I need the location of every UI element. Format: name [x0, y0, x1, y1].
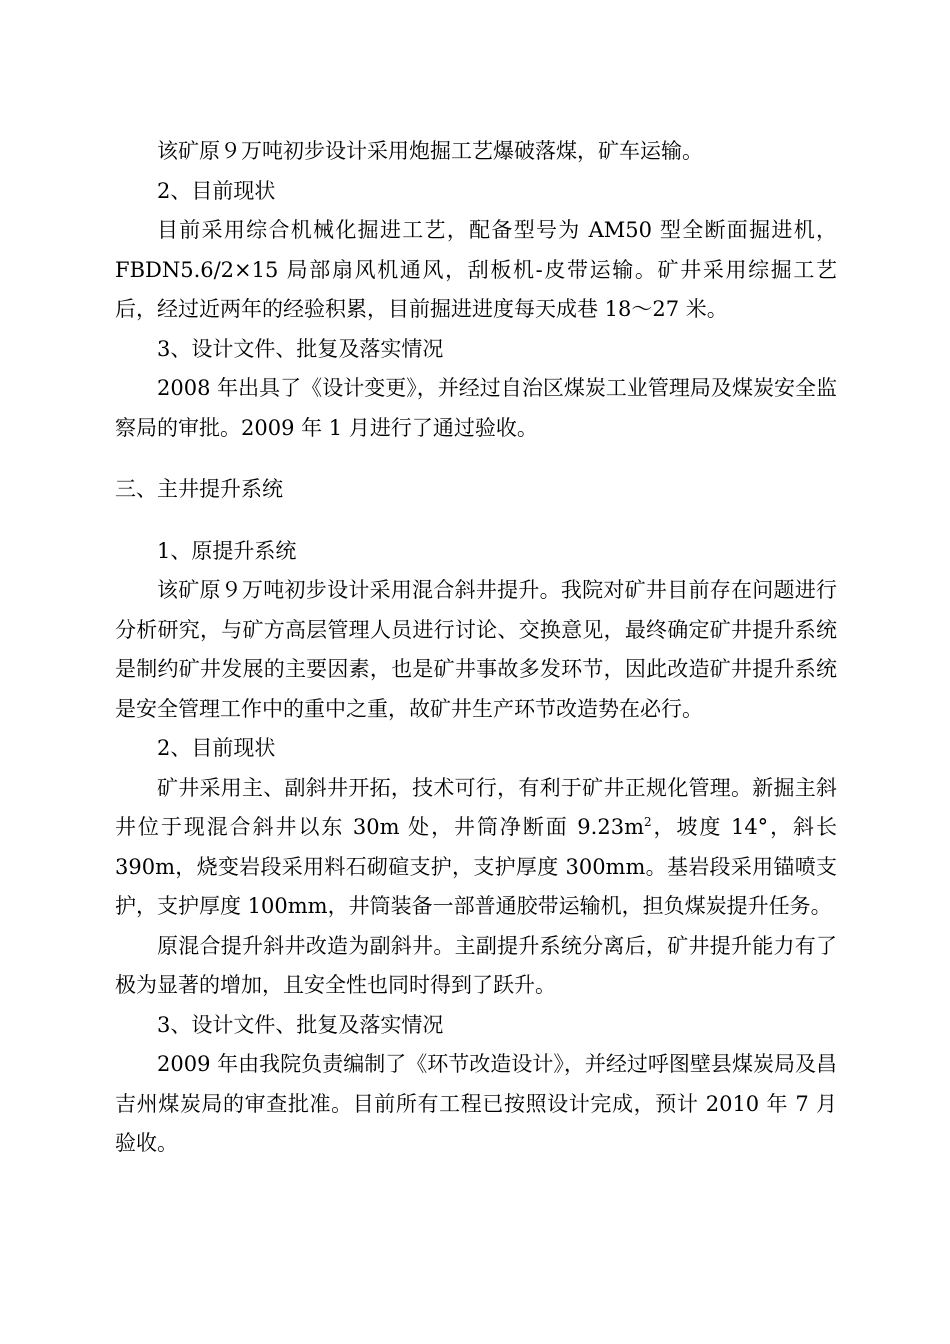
- paragraph-original-excavation: 该矿原９万吨初步设计采用炮掘工艺爆破落煤，矿车运输。: [157, 139, 703, 163]
- heading-hoisting-current-status: 2、目前现状: [157, 736, 276, 760]
- paragraph-hoisting-design-documents: 2009 年由我院负责编制了《环节改造设计》，并经过呼图壁县煤炭局及昌吉州煤炭局的审查批准。目前所有工程已按照设计完成，预计 2010 年 7 月验收。: [115, 1052, 837, 1155]
- status-text-part-a: 矿井采用主、副斜井开拓，技术可行，有利于矿井正规化管理。新掘主斜井位于现混合斜井以东 30m 处，井筒净断面 9.23m: [115, 775, 837, 839]
- heading-design-documents: 3、设计文件、批复及落实情况: [157, 336, 444, 361]
- paragraph-original-hoisting: 该矿原９万吨初步设计采用混合斜井提升。我院对矿井目前存在问题进行分析研究，与矿方高层管理人员进行讨论、交换意见，最终确定矿井提升系统是制约矿井发展的主要因素，也是矿井事故多发环节，因此改造矿井提升系统是安全管理工作中的重中之重，故矿井生产环节改造势在必行。: [115, 578, 837, 721]
- paragraph-design-documents: 2008 年出具了《设计变更》，并经过自治区煤炭工业管理局及煤炭安全监察局的审批。2009 年 1 月进行了通过验收。: [115, 376, 837, 440]
- status-text-part-b: ，坡度 14°，斜长 390m，烧变岩段采用料石砌碹支护，支护厚度 300mm。基岩段采用锚喷支护，支护厚度 100mm，井筒装备一部普通胶带运输机，担负煤炭提升任务。: [115, 815, 837, 918]
- document-body: [115, 132, 837, 1164]
- heading-hoisting-design-documents: 3、设计文件、批复及落实情况: [157, 1012, 444, 1037]
- heading-current-status: 2、目前现状: [157, 178, 276, 203]
- paragraph-auxiliary-shaft: 原混合提升斜井改造为副斜井。主副提升系统分离后，矿井提升能力有了极为显著的增加，且安全性也同时得到了跃升。: [115, 933, 837, 997]
- section-title-main-shaft-hoisting: 三、主井提升系统: [115, 477, 283, 501]
- heading-original-hoisting: 1、原提升系统: [157, 538, 297, 563]
- superscript-squared: 2: [643, 815, 652, 829]
- paragraph-hoisting-current-status: [115, 769, 837, 927]
- paragraph-current-status: 目前采用综合机械化掘进工艺，配备型号为 AM50 型全断面掘进机，FBDN5.6/2×15 局部扇风机通风，刮板机-皮带运输。矿井采用综掘工艺后，经过近两年的经验积累，目前掘进进度每天成巷 18～27 米。: [115, 218, 837, 321]
